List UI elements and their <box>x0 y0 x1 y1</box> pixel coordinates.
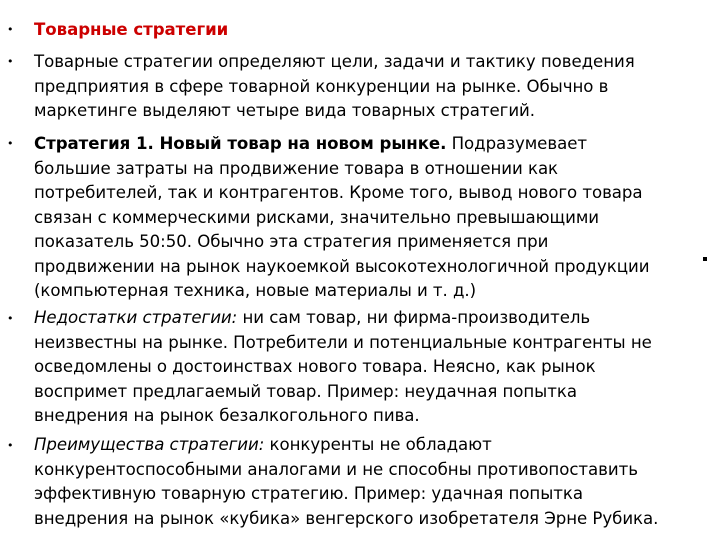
bullet-icon: • <box>7 137 14 150</box>
strategy1-heading: Стратегия 1. Новый товар на новом рынке. <box>34 134 447 153</box>
intro-line: предприятия в сфере товарной конкуренции на рынке. Обычно в <box>34 76 609 96</box>
intro-line: маркетинге выделяют четыре вида товарных стратегий. <box>34 101 536 120</box>
bullet-icon: • <box>7 55 14 68</box>
strategy1-text <box>34 132 700 304</box>
bullet-icon: • <box>7 439 14 452</box>
disadvantages-line: осведомлены о достоинствах нового товара. Неясно, как рынок <box>34 357 596 376</box>
disadvantages-first-line-rest: ни сам товар, ни фирма-производитель <box>237 308 591 327</box>
intro-text <box>34 50 700 124</box>
strategy1-line: показатель 50:50. Обычно эта стратегия применяется при <box>34 232 549 251</box>
disadvantages-line: внедрения на рынок безалкогольного пива. <box>34 406 420 425</box>
advantages-text <box>34 433 700 531</box>
advantages-line: внедрения на рынок «кубика» венгерского изобретателя Эрне Рубика. <box>34 508 659 528</box>
square-marker <box>703 257 707 261</box>
strategy1-line: связан с коммерческими рисками, значительно превышающими <box>34 207 600 227</box>
advantages-label: Преимущества стратегии: <box>34 435 265 454</box>
disadvantages-line: воспримет предлагаемый товар. Пример: неудачная попытка <box>34 381 577 401</box>
advantages-line: конкурентоспособными аналогами и не способны противопоставить <box>34 459 638 479</box>
disadvantages-line: неизвестны на рынке. Потребители и потенциальные контрагенты не <box>34 332 652 352</box>
strategy1-first-line-rest: Подразумевает <box>446 134 587 153</box>
intro-line: Товарные стратегии определяют цели, задачи и тактику поведения <box>34 52 635 71</box>
disadvantages-label: Недостатки стратегии: <box>34 308 238 327</box>
slide-title: Товарные стратегии <box>34 20 229 39</box>
disadvantages-text <box>34 306 700 429</box>
bullet-icon: • <box>7 23 14 36</box>
bullet-icon: • <box>7 312 14 325</box>
strategy1-line: большие затраты на продвижение товара в отношении как <box>34 158 559 178</box>
advantages-first-line-rest: конкуренты не обладают <box>264 435 492 454</box>
strategy1-line: (компьютерная техника, новые материалы и т. д.) <box>34 281 477 300</box>
advantages-line: эффективную товарную стратегию. Пример: удачная попытка <box>34 484 583 503</box>
strategy1-line: потребителей, так и контрагентов. Кроме того, вывод нового товара <box>34 183 643 202</box>
strategy1-line: продвижении на рынок наукоемкой высокотехнологичной продукции <box>34 256 650 276</box>
